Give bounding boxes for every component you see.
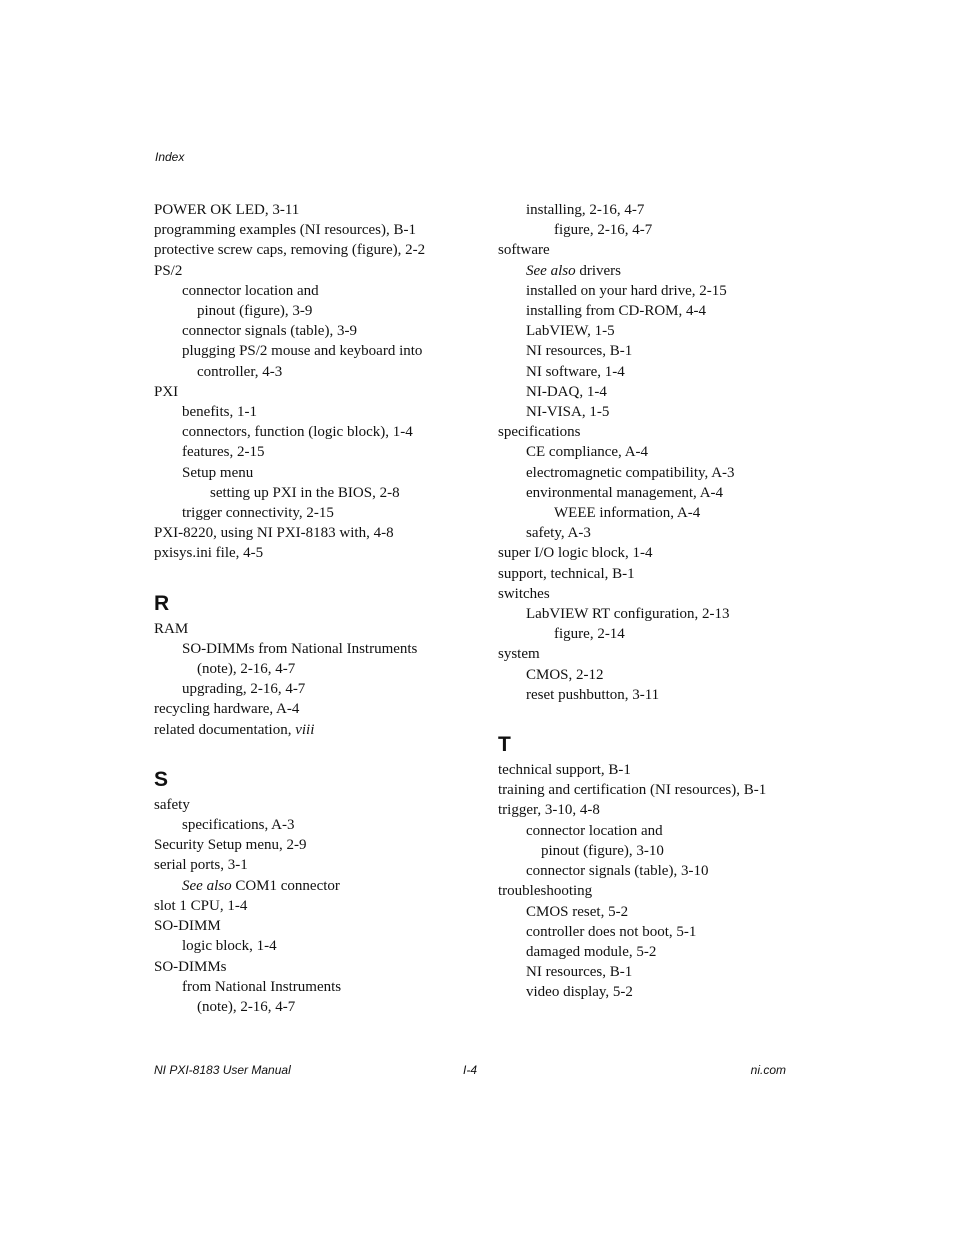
index-entry-text: recycling hardware, A-4 bbox=[154, 701, 300, 718]
index-entry-text: connector location and bbox=[182, 282, 319, 299]
index-entry bbox=[498, 800, 798, 820]
index-entry bbox=[154, 699, 454, 719]
index-entry bbox=[154, 321, 454, 341]
index-entry-text: (note), 2-16, 4-7 bbox=[197, 661, 296, 678]
index-entry-text: RAM bbox=[154, 620, 189, 637]
index-entry-text: installing, 2-16, 4-7 bbox=[526, 202, 645, 218]
index-entry bbox=[498, 962, 798, 982]
index-entry-text: system bbox=[498, 646, 540, 663]
index-entry bbox=[154, 795, 454, 815]
index-entry bbox=[154, 936, 454, 956]
index-entry bbox=[154, 422, 454, 442]
index-entry bbox=[154, 341, 454, 361]
index-entry-text: damaged module, 5-2 bbox=[526, 943, 657, 960]
see-also-label: See also bbox=[526, 262, 576, 279]
index-entry-text: NI resources, B-1 bbox=[526, 343, 633, 360]
index-entry bbox=[498, 382, 798, 402]
index-entry bbox=[498, 200, 798, 220]
footer-page-number: I-4 bbox=[463, 1063, 478, 1077]
index-entry bbox=[498, 503, 798, 523]
index-entry bbox=[154, 402, 454, 422]
index-entry-text: troubleshooting bbox=[498, 883, 593, 900]
index-entry bbox=[154, 483, 454, 503]
index-entry bbox=[154, 896, 454, 916]
index-entry-text: connector signals (table), 3-9 bbox=[182, 323, 357, 340]
index-entry bbox=[154, 639, 454, 659]
footer-manual-title: NI PXI-8183 User Manual bbox=[154, 1063, 291, 1077]
index-entry bbox=[498, 760, 798, 780]
index-entry bbox=[154, 382, 454, 402]
index-entry-text: features, 2-15 bbox=[182, 444, 265, 461]
index-entry-text: NI software, 1-4 bbox=[526, 363, 625, 380]
index-entry bbox=[498, 685, 798, 705]
index-entry bbox=[498, 624, 798, 644]
index-entry-text: trigger connectivity, 2-15 bbox=[182, 505, 334, 522]
index-entry bbox=[498, 463, 798, 483]
index-entry bbox=[154, 916, 454, 936]
index-entry-text: electromagnetic compatibility, A-3 bbox=[526, 464, 735, 481]
index-entry-text: LabVIEW, 1-5 bbox=[526, 323, 615, 340]
index-entry-text: specifications, A-3 bbox=[182, 817, 295, 834]
index-entry bbox=[498, 240, 798, 260]
index-entry bbox=[498, 362, 798, 382]
index-entry bbox=[498, 604, 798, 624]
index-entry-text: COM1 connector bbox=[231, 877, 340, 894]
index-entry-text: benefits, 1-1 bbox=[182, 404, 257, 421]
index-entry bbox=[154, 200, 454, 220]
index-entry bbox=[498, 523, 798, 543]
index-entry bbox=[154, 281, 454, 301]
index-entry bbox=[154, 240, 454, 260]
index-entry bbox=[154, 261, 454, 281]
index-entry bbox=[154, 876, 454, 896]
index-entry bbox=[498, 665, 798, 685]
index-entry bbox=[498, 483, 798, 503]
index-entry-text: trigger, 3-10, 4-8 bbox=[498, 802, 600, 819]
index-entry bbox=[498, 422, 798, 442]
index-entry bbox=[154, 815, 454, 835]
index-entry bbox=[498, 220, 798, 240]
index-entry bbox=[498, 644, 798, 664]
index-entry-text: protective screw caps, removing (figure), 2-2 bbox=[154, 242, 426, 259]
index-entry-text: safety, A-3 bbox=[526, 525, 591, 542]
index-entry-text: technical support, B-1 bbox=[498, 762, 631, 779]
index-entry-text: related documentation, bbox=[154, 721, 296, 738]
index-entry bbox=[498, 922, 798, 942]
index-entry-text: support, technical, B-1 bbox=[498, 565, 635, 582]
index-entry-text: plugging PS/2 mouse and keyboard into bbox=[182, 343, 423, 360]
index-entry-text: installing from CD-ROM, 4-4 bbox=[526, 303, 706, 320]
index-entry bbox=[498, 881, 798, 901]
index-entry-text: CE compliance, A-4 bbox=[526, 444, 649, 461]
index-entry-text: POWER OK LED, 3-11 bbox=[154, 202, 300, 218]
index-entry-text: PXI-8220, using NI PXI-8183 with, 4-8 bbox=[154, 525, 394, 542]
index-entry bbox=[154, 957, 454, 977]
index-entry bbox=[154, 362, 454, 382]
index-entry-text: installed on your hard drive, 2-15 bbox=[526, 282, 727, 299]
index-entry bbox=[498, 780, 798, 800]
index-entry-text: from National Instruments bbox=[182, 978, 342, 995]
index-entry-text: NI-DAQ, 1-4 bbox=[526, 383, 607, 400]
index-entry-text: (note), 2-16, 4-7 bbox=[197, 998, 296, 1015]
index-entry bbox=[498, 281, 798, 301]
index-entry bbox=[154, 835, 454, 855]
index-entry-text: figure, 2-16, 4-7 bbox=[554, 222, 653, 239]
index-entry-text: CMOS reset, 5-2 bbox=[526, 903, 629, 920]
index-entry-text: pinout (figure), 3-9 bbox=[197, 303, 313, 320]
index-section-letter: T bbox=[498, 733, 511, 757]
index-entry-text: setting up PXI in the BIOS, 2-8 bbox=[210, 484, 400, 501]
index-entry bbox=[498, 301, 798, 321]
index-entry bbox=[498, 841, 798, 861]
index-entry-text: LabVIEW RT configuration, 2-13 bbox=[526, 606, 730, 623]
index-entry-text: reset pushbutton, 3-11 bbox=[526, 686, 660, 703]
index-entry-text: WEEE information, A-4 bbox=[554, 505, 701, 522]
index-entry-text: NI-VISA, 1-5 bbox=[526, 404, 610, 421]
index-entry bbox=[154, 442, 454, 462]
index-entry bbox=[154, 855, 454, 875]
index-entry bbox=[154, 543, 454, 563]
index-entry-text: safety bbox=[154, 796, 190, 813]
index-entry bbox=[498, 442, 798, 462]
index-entry-text: environmental management, A-4 bbox=[526, 484, 724, 501]
index-column-right bbox=[498, 200, 798, 1003]
index-entry bbox=[154, 463, 454, 483]
index-entry-text: controller, 4-3 bbox=[197, 363, 283, 380]
index-entry bbox=[498, 564, 798, 584]
index-entry-text: serial ports, 3-1 bbox=[154, 857, 248, 874]
index-entry bbox=[498, 902, 798, 922]
index-section-letter: S bbox=[154, 767, 169, 791]
index-entry-text: specifications bbox=[498, 424, 581, 441]
index-entry-text: slot 1 CPU, 1-4 bbox=[154, 897, 248, 914]
index-entry-text: training and certification (NI resources), B-1 bbox=[498, 782, 767, 799]
index-entry-text: logic block, 1-4 bbox=[182, 938, 277, 955]
index-entry-text: pxisys.ini file, 4-5 bbox=[154, 545, 264, 562]
index-entry-text: CMOS, 2-12 bbox=[526, 666, 604, 683]
index-entry-text: figure, 2-14 bbox=[554, 626, 625, 643]
index-entry-text: switches bbox=[498, 585, 550, 602]
index-entry-text: upgrading, 2-16, 4-7 bbox=[182, 681, 306, 698]
index-entry bbox=[154, 659, 454, 679]
index-entry bbox=[498, 982, 798, 1002]
index-entry-text: controller does not boot, 5-1 bbox=[526, 923, 697, 940]
index-entry bbox=[154, 977, 454, 997]
index-entry-text: software bbox=[498, 242, 550, 259]
index-entry-text: connector location and bbox=[526, 822, 663, 839]
index-entry bbox=[498, 942, 798, 962]
index-entry-text: NI resources, B-1 bbox=[526, 964, 633, 981]
index-entry bbox=[154, 679, 454, 699]
index-entry bbox=[154, 220, 454, 240]
footer-website: ni.com bbox=[750, 1063, 786, 1077]
index-entry bbox=[154, 523, 454, 543]
index-entry-text: connectors, function (logic block), 1-4 bbox=[182, 424, 413, 441]
index-entry-text: connector signals (table), 3-10 bbox=[526, 863, 709, 880]
index-entry-page-ref: viii bbox=[295, 721, 315, 738]
index-entry-text: PS/2 bbox=[154, 262, 183, 279]
index-entry-text: Security Setup menu, 2-9 bbox=[154, 837, 307, 854]
index-entry-text: pinout (figure), 3-10 bbox=[541, 842, 664, 859]
index-entry bbox=[154, 997, 454, 1017]
index-entry bbox=[498, 861, 798, 881]
index-entry bbox=[154, 503, 454, 523]
index-entry-text: PXI bbox=[154, 383, 179, 400]
index-entry bbox=[498, 341, 798, 361]
index-entry-text: super I/O logic block, 1-4 bbox=[498, 545, 653, 562]
index-entry bbox=[498, 821, 798, 841]
index-entry bbox=[154, 301, 454, 321]
index-entry-text: drivers bbox=[575, 262, 621, 279]
index-entry bbox=[498, 321, 798, 341]
index-entry bbox=[498, 402, 798, 422]
running-head: Index bbox=[155, 150, 185, 164]
index-entry-text: SO-DIMM bbox=[154, 918, 221, 935]
index-entry bbox=[498, 584, 798, 604]
index-entry-text: programming examples (NI resources), B-1 bbox=[154, 222, 417, 239]
index-column-left bbox=[154, 200, 454, 1017]
index-entry-text: SO-DIMMs bbox=[154, 958, 227, 975]
index-entry bbox=[498, 261, 798, 281]
index-entry-text: video display, 5-2 bbox=[526, 984, 633, 1001]
index-entry-text: Setup menu bbox=[182, 464, 254, 481]
index-entry-text: SO-DIMMs from National Instruments bbox=[182, 640, 418, 657]
see-also-label: See also bbox=[182, 877, 232, 894]
index-entry bbox=[154, 619, 454, 639]
index-entry bbox=[498, 543, 798, 563]
index-section-letter: R bbox=[154, 591, 170, 615]
index-entry bbox=[154, 720, 454, 740]
